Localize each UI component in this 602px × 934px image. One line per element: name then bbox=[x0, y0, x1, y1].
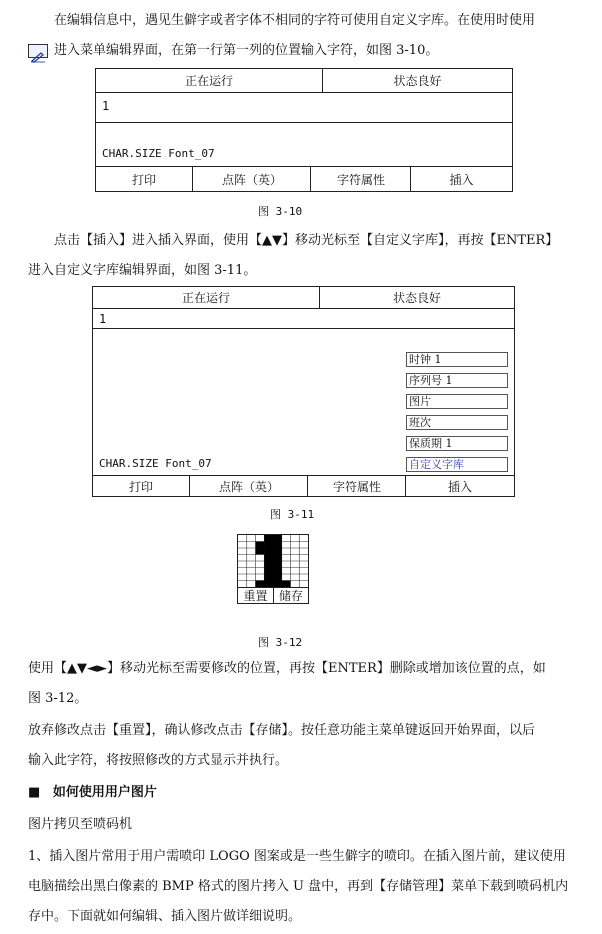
content-char: 1 bbox=[102, 99, 110, 113]
menu-item-shift[interactable]: 班次 bbox=[406, 415, 508, 430]
status-right: 状态良好 bbox=[319, 287, 514, 308]
dot-matrix-button[interactable]: 点阵（英） bbox=[192, 167, 311, 191]
print-button[interactable]: 打印 bbox=[131, 172, 156, 187]
heading-bullet: ■ bbox=[28, 785, 41, 800]
figure-caption: 图 3-10 bbox=[258, 205, 303, 218]
status-left: 正在运行 bbox=[181, 291, 230, 305]
paragraph-text: 图 3-12。 bbox=[28, 691, 88, 706]
paragraph-text: 图片拷贝至喷码机 bbox=[28, 817, 133, 832]
edit-line[interactable] bbox=[96, 93, 512, 123]
status-bar bbox=[93, 287, 514, 309]
heading-text: 如何使用用户图片 bbox=[52, 785, 157, 800]
menu-item-clock[interactable]: 时钟 1 bbox=[406, 352, 508, 367]
status-right: 状态良好 bbox=[322, 69, 512, 92]
font-info: CHAR.SIZE Font_07 bbox=[102, 147, 215, 160]
print-button[interactable]: 打印 bbox=[128, 479, 153, 494]
dot-matrix-button[interactable]: 点阵（英） bbox=[189, 476, 308, 496]
button-bar bbox=[93, 476, 514, 496]
insert-button[interactable]: 插入 bbox=[410, 167, 512, 191]
status-bar bbox=[96, 69, 512, 93]
menu-item-shelf-life[interactable]: 保质期 1 bbox=[406, 436, 508, 451]
paragraph-text: 放弃修改点击【重置】，确认修改点击【存储】。按任意功能主菜单键返回开始界面，以后 bbox=[28, 723, 536, 738]
figure-caption: 图 3-11 bbox=[270, 508, 315, 521]
edit-area bbox=[93, 329, 514, 476]
paragraph-text: 点击【插入】进入插入界面，使用【▲▼】移动光标至【自定义字库】，再按【ENTER】 bbox=[54, 233, 559, 248]
reset-button[interactable]: 重置 bbox=[243, 589, 268, 603]
font-info: CHAR.SIZE Font_07 bbox=[99, 457, 212, 470]
paragraph-text: 使用【▲▼◄►】移动光标至需要修改的位置，再按【ENTER】删除或增加该位置的点，如 bbox=[28, 661, 546, 676]
paragraph-text: 电脑描绘出黑白像素的 BMP 格式的图片拷入 U 盘中，再到【存储管理】菜单下载到喷码机内 bbox=[28, 879, 569, 894]
section-heading bbox=[28, 778, 584, 808]
paragraph-line bbox=[28, 36, 584, 66]
status-left: 正在运行 bbox=[184, 74, 233, 88]
insert-button[interactable]: 插入 bbox=[405, 476, 514, 496]
paragraph-text: 1、插入图片常用于用户需喷印 LOGO 图案或是一些生僻字的喷印。在插入图片前，建议使用 bbox=[28, 849, 566, 864]
paragraph-text: 进入菜单编辑界面，在第一行第一列的位置输入字符，如图 3-10。 bbox=[54, 43, 439, 58]
figure-3-10-screen bbox=[95, 68, 513, 192]
paragraph-text: 输入此字符，将按照修改的方式显示并执行。 bbox=[28, 753, 289, 768]
edit-area bbox=[96, 123, 512, 167]
save-button[interactable]: 储存 bbox=[273, 588, 308, 603]
button-bar bbox=[96, 167, 512, 191]
edit-icon bbox=[28, 44, 48, 58]
char-attr-button[interactable]: 字符属性 bbox=[307, 476, 406, 496]
menu-item-custom-font[interactable]: 自定义字库 bbox=[406, 457, 508, 472]
content-char: 1 bbox=[99, 312, 107, 326]
figure-caption: 图 3-12 bbox=[258, 636, 303, 649]
paragraph-text: 进入自定义字库编辑界面，如图 3-11。 bbox=[28, 263, 257, 278]
menu-item-serial[interactable]: 序列号 1 bbox=[406, 373, 508, 388]
paragraph-text: 在编辑信息中，遇见生僻字或者字体不相同的字符可使用自定义字库。在使用时使用 bbox=[54, 13, 536, 28]
edit-line[interactable] bbox=[93, 309, 514, 329]
paragraph-line bbox=[28, 226, 584, 256]
figure-3-11-screen bbox=[92, 286, 515, 497]
char-attr-button[interactable]: 字符属性 bbox=[310, 167, 411, 191]
dot-matrix-buttons bbox=[238, 587, 308, 603]
dot-matrix-grid[interactable] bbox=[238, 535, 308, 587]
paragraph-line bbox=[28, 6, 584, 36]
dot-matrix-editor[interactable] bbox=[237, 534, 309, 604]
menu-item-image[interactable]: 图片 bbox=[406, 394, 508, 409]
paragraph-text: 存中。下面就如何编辑、插入图片做详细说明。 bbox=[28, 909, 302, 924]
